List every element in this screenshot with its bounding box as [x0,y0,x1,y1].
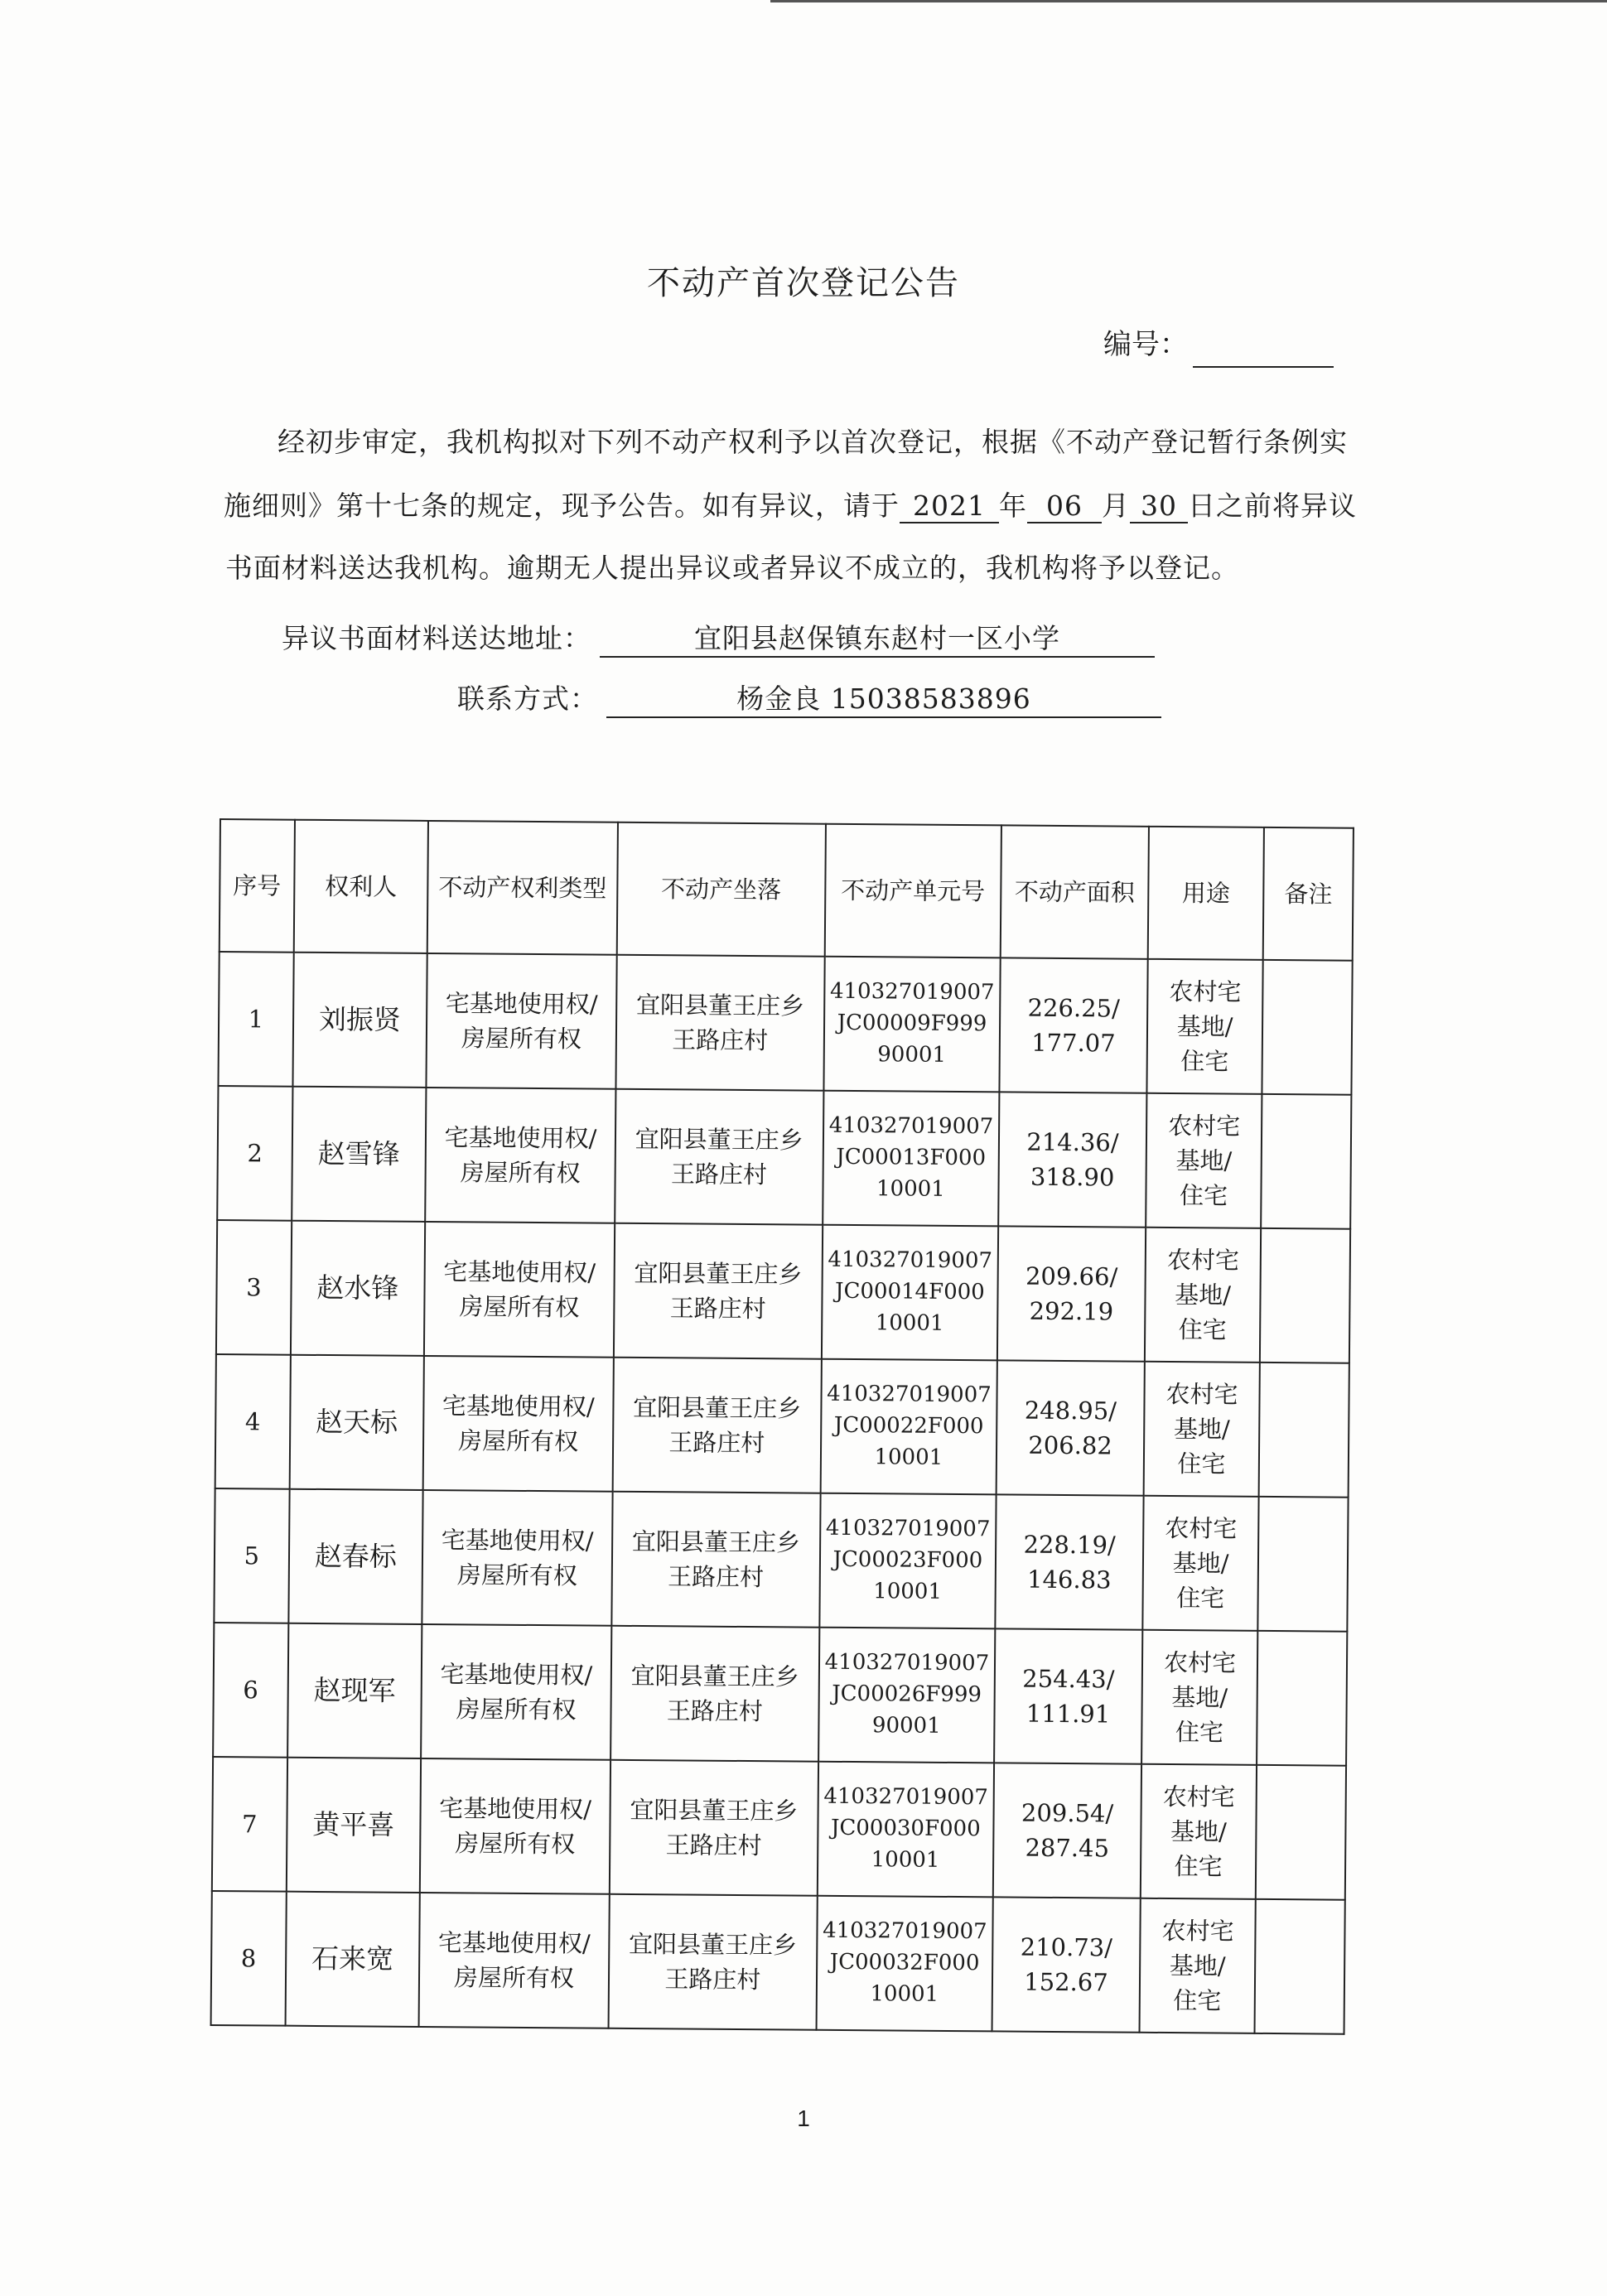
cell-area [998,1092,1146,1227]
use-line: 住宅 [1177,1449,1226,1478]
header-note: 备注 [1263,827,1354,961]
use-line: 基地/ [1169,1951,1226,1980]
document-number-blank [1193,333,1334,368]
table-row [216,1220,1350,1363]
body-line-1: 经初步审定，我机构拟对下列不动产权利予以首次登记，根据《不动产登记暂行条例实 [277,426,1348,458]
cell-owner: 赵现军 [287,1623,422,1758]
cell-index: 4 [215,1354,291,1489]
unit-line: 10001 [870,1981,939,2007]
use-line: 农村宅 [1161,1916,1234,1946]
cell-location: 宜阳县董王庄乡 王路庄村 [608,1894,817,2030]
cell-right-type: 宅基地使用权/ 房屋所有权 [425,1088,615,1223]
deadline-month: 06 [1027,490,1102,523]
header-owner: 权利人 [293,820,428,953]
cell-location: 宜阳县董王庄乡 王路庄村 [611,1492,820,1628]
use-line: 住宅 [1176,1584,1225,1613]
cell-owner: 赵水锋 [291,1221,426,1356]
use-line: 农村宅 [1169,977,1242,1006]
area-line: 228.19/ [1023,1530,1116,1560]
month-unit: 月 [1102,490,1130,522]
cell-note [1262,960,1353,1095]
cell-unit-number [817,1762,994,1898]
cell-note [1259,1363,1349,1498]
unit-line: JC00022F000 [833,1413,984,1440]
cell-location: 宜阳县董王庄乡 王路庄村 [613,1358,822,1493]
use-line: 住宅 [1173,1986,1222,2015]
cell-use [1146,1093,1262,1228]
cell-right-type: 宅基地使用权/ 房屋所有权 [421,1624,611,1760]
use-line: 基地/ [1175,1146,1233,1175]
use-line: 农村宅 [1168,1111,1241,1141]
deadline-year: 2021 [900,490,999,523]
area-line: 292.19 [1029,1296,1114,1326]
cell-index: 8 [211,1891,287,2026]
unit-line: JC00013F000 [836,1145,987,1171]
cell-unit-number [816,1896,993,2032]
table-row [215,1354,1349,1498]
area-line: 226.25/ [1027,993,1120,1023]
use-line: 基地/ [1173,1415,1230,1444]
address-value: 宜阳县赵保镇东赵村一区小学 [600,617,1155,658]
cell-index: 3 [216,1220,292,1355]
cell-index: 2 [217,1086,292,1221]
cell-note [1257,1631,1347,1766]
unit-line: JC00030F000 [830,1815,981,1842]
cell-use [1143,1362,1260,1497]
cell-note [1255,1899,1345,2034]
area-line: 210.73/ [1020,1932,1113,1962]
body-line-2-prefix: 施细则》第十七条的规定，现予公告。如有异议，请于 [224,490,900,522]
cell-unit-number [822,1225,999,1361]
cell-location: 宜阳县董王庄乡 王路庄村 [615,1089,823,1225]
header-unit-number: 不动产单元号 [824,824,1001,958]
cell-unit-number [818,1628,996,1763]
cell-area [992,1897,1141,2032]
cell-right-type: 宅基地使用权/ 房屋所有权 [423,1356,614,1492]
cell-right-type: 宅基地使用权/ 房屋所有权 [419,1893,610,2028]
cell-area [997,1226,1146,1361]
unit-line: JC00014F000 [834,1279,985,1305]
unit-line: 410327019007 [829,979,995,1006]
year-unit: 年 [999,490,1027,522]
cell-owner: 赵春标 [288,1489,423,1624]
unit-line: JC00026F999 [832,1681,982,1708]
area-line: 254.43/ [1022,1664,1115,1694]
area-line: 209.54/ [1021,1798,1114,1828]
cell-index: 6 [213,1623,288,1758]
area-line: 287.45 [1025,1833,1110,1863]
table-row [212,1757,1346,1900]
cell-unit-number [823,957,1001,1093]
cell-area [1000,957,1148,1093]
cell-right-type: 宅基地使用权/ 房屋所有权 [424,1222,615,1358]
use-line: 基地/ [1176,1012,1233,1041]
cell-use [1146,959,1263,1094]
cell-note [1258,1497,1349,1632]
unit-line: 90001 [877,1042,947,1068]
cell-note [1256,1765,1346,1900]
use-line: 住宅 [1175,1718,1224,1747]
unit-line: 10001 [875,1310,944,1336]
unit-line: 410327019007 [825,1516,991,1542]
unit-line: JC00023F000 [832,1547,983,1574]
table-row [211,1891,1345,2034]
use-line: 住宅 [1174,1852,1223,1881]
objection-address [282,617,1155,658]
cell-use [1142,1496,1259,1631]
unit-line: 410327019007 [824,1650,990,1676]
cell-owner: 赵雪锋 [292,1087,427,1222]
cell-owner: 石来宽 [285,1892,420,2027]
unit-line: 10001 [874,1445,943,1470]
cell-note [1260,1228,1350,1363]
use-line: 基地/ [1175,1281,1232,1310]
unit-line: 410327019007 [823,1784,989,1811]
area-line: 206.82 [1028,1430,1112,1460]
scan-edge-line [770,0,1607,2]
cell-location: 宜阳县董王庄乡 王路庄村 [610,1760,818,1896]
use-line: 基地/ [1171,1683,1228,1712]
cell-use [1141,1630,1258,1765]
table-row [213,1623,1347,1766]
use-line: 基地/ [1172,1549,1229,1578]
area-line: 248.95/ [1024,1396,1117,1425]
area-line: 214.36/ [1026,1127,1119,1157]
area-line: 318.90 [1030,1162,1115,1192]
cell-area [993,1763,1141,1898]
use-line: 住宅 [1178,1315,1227,1344]
cell-owner: 赵天标 [289,1355,424,1490]
cell-unit-number [819,1493,997,1629]
area-line: 209.66/ [1025,1261,1118,1291]
cell-right-type: 宅基地使用权/ 房屋所有权 [422,1490,612,1626]
table-row [218,952,1352,1095]
cell-use [1141,1764,1257,1899]
cell-location: 宜阳县董王庄乡 王路庄村 [614,1223,823,1359]
deadline-day: 30 [1130,490,1188,523]
body-line-2 [224,485,1357,523]
header-location: 不动产坐落 [617,822,826,957]
unit-line: 10001 [876,1176,945,1202]
use-line: 农村宅 [1165,1379,1238,1409]
table-header-row [220,819,1354,961]
document-number-label: 编号： [1103,328,1188,361]
use-line: 基地/ [1170,1817,1228,1846]
unit-line: 410327019007 [827,1382,992,1408]
unit-line: 90001 [871,1713,941,1739]
table-row [217,1086,1351,1229]
cell-index: 5 [214,1488,289,1623]
contact-info [457,678,1161,718]
cell-area [994,1628,1142,1763]
cell-location: 宜阳县董王庄乡 王路庄村 [615,955,824,1091]
cell-owner: 黄平喜 [287,1758,422,1893]
cell-area [997,1360,1145,1495]
cell-index: 1 [218,952,293,1087]
use-line: 农村宅 [1163,1647,1237,1677]
area-line: 177.07 [1031,1028,1116,1058]
unit-line: 410327019007 [828,1247,993,1274]
cell-note [1261,1094,1351,1229]
use-line: 农村宅 [1165,1513,1238,1543]
area-line: 111.91 [1025,1699,1111,1729]
area-line: 152.67 [1024,1967,1108,1997]
unit-line: JC00009F999 [837,1011,987,1037]
document-number [1103,321,1334,368]
cell-use [1139,1898,1256,2033]
area-line: 146.83 [1026,1565,1112,1594]
header-index: 序号 [220,819,295,953]
body-line-2-suffix: 日之前将异议 [1188,490,1357,522]
contact-value: 杨金良 15038583896 [606,678,1161,718]
cell-right-type: 宅基地使用权/ 房屋所有权 [426,953,616,1089]
use-line: 农村宅 [1166,1245,1240,1275]
address-label: 异议书面材料送达地址： [282,622,591,654]
cell-location: 宜阳县董王庄乡 王路庄村 [610,1626,819,1762]
cell-index: 7 [212,1757,287,1892]
cell-unit-number [823,1091,1000,1227]
page-number: 1 [797,2105,810,2131]
unit-line: 410327019007 [823,1918,987,1945]
header-right-type: 不动产权利类型 [427,821,618,955]
use-line: 农村宅 [1162,1782,1235,1811]
cell-area [996,1494,1144,1629]
registration-table [210,818,1354,2035]
unit-line: JC00032F000 [829,1949,980,1976]
header-area: 不动产面积 [1001,825,1149,958]
contact-label: 联系方式： [457,683,598,715]
cell-use [1145,1228,1262,1363]
cell-owner: 刘振贤 [292,953,427,1088]
use-line: 住宅 [1179,1181,1228,1210]
unit-line: 410327019007 [828,1113,994,1140]
cell-right-type: 宅基地使用权/ 房屋所有权 [420,1758,610,1894]
unit-line: 10001 [873,1579,943,1604]
page-title: 不动产首次登记公告 [647,264,960,302]
cell-unit-number [820,1359,997,1495]
body-line-3: 书面材料送达我机构。逾期无人提出异议或者异议不成立的，我机构将予以登记。 [225,552,1239,584]
unit-line: 10001 [871,1847,940,1873]
table-row [214,1488,1348,1632]
header-use: 用途 [1148,827,1265,960]
use-line: 住宅 [1180,1047,1229,1076]
